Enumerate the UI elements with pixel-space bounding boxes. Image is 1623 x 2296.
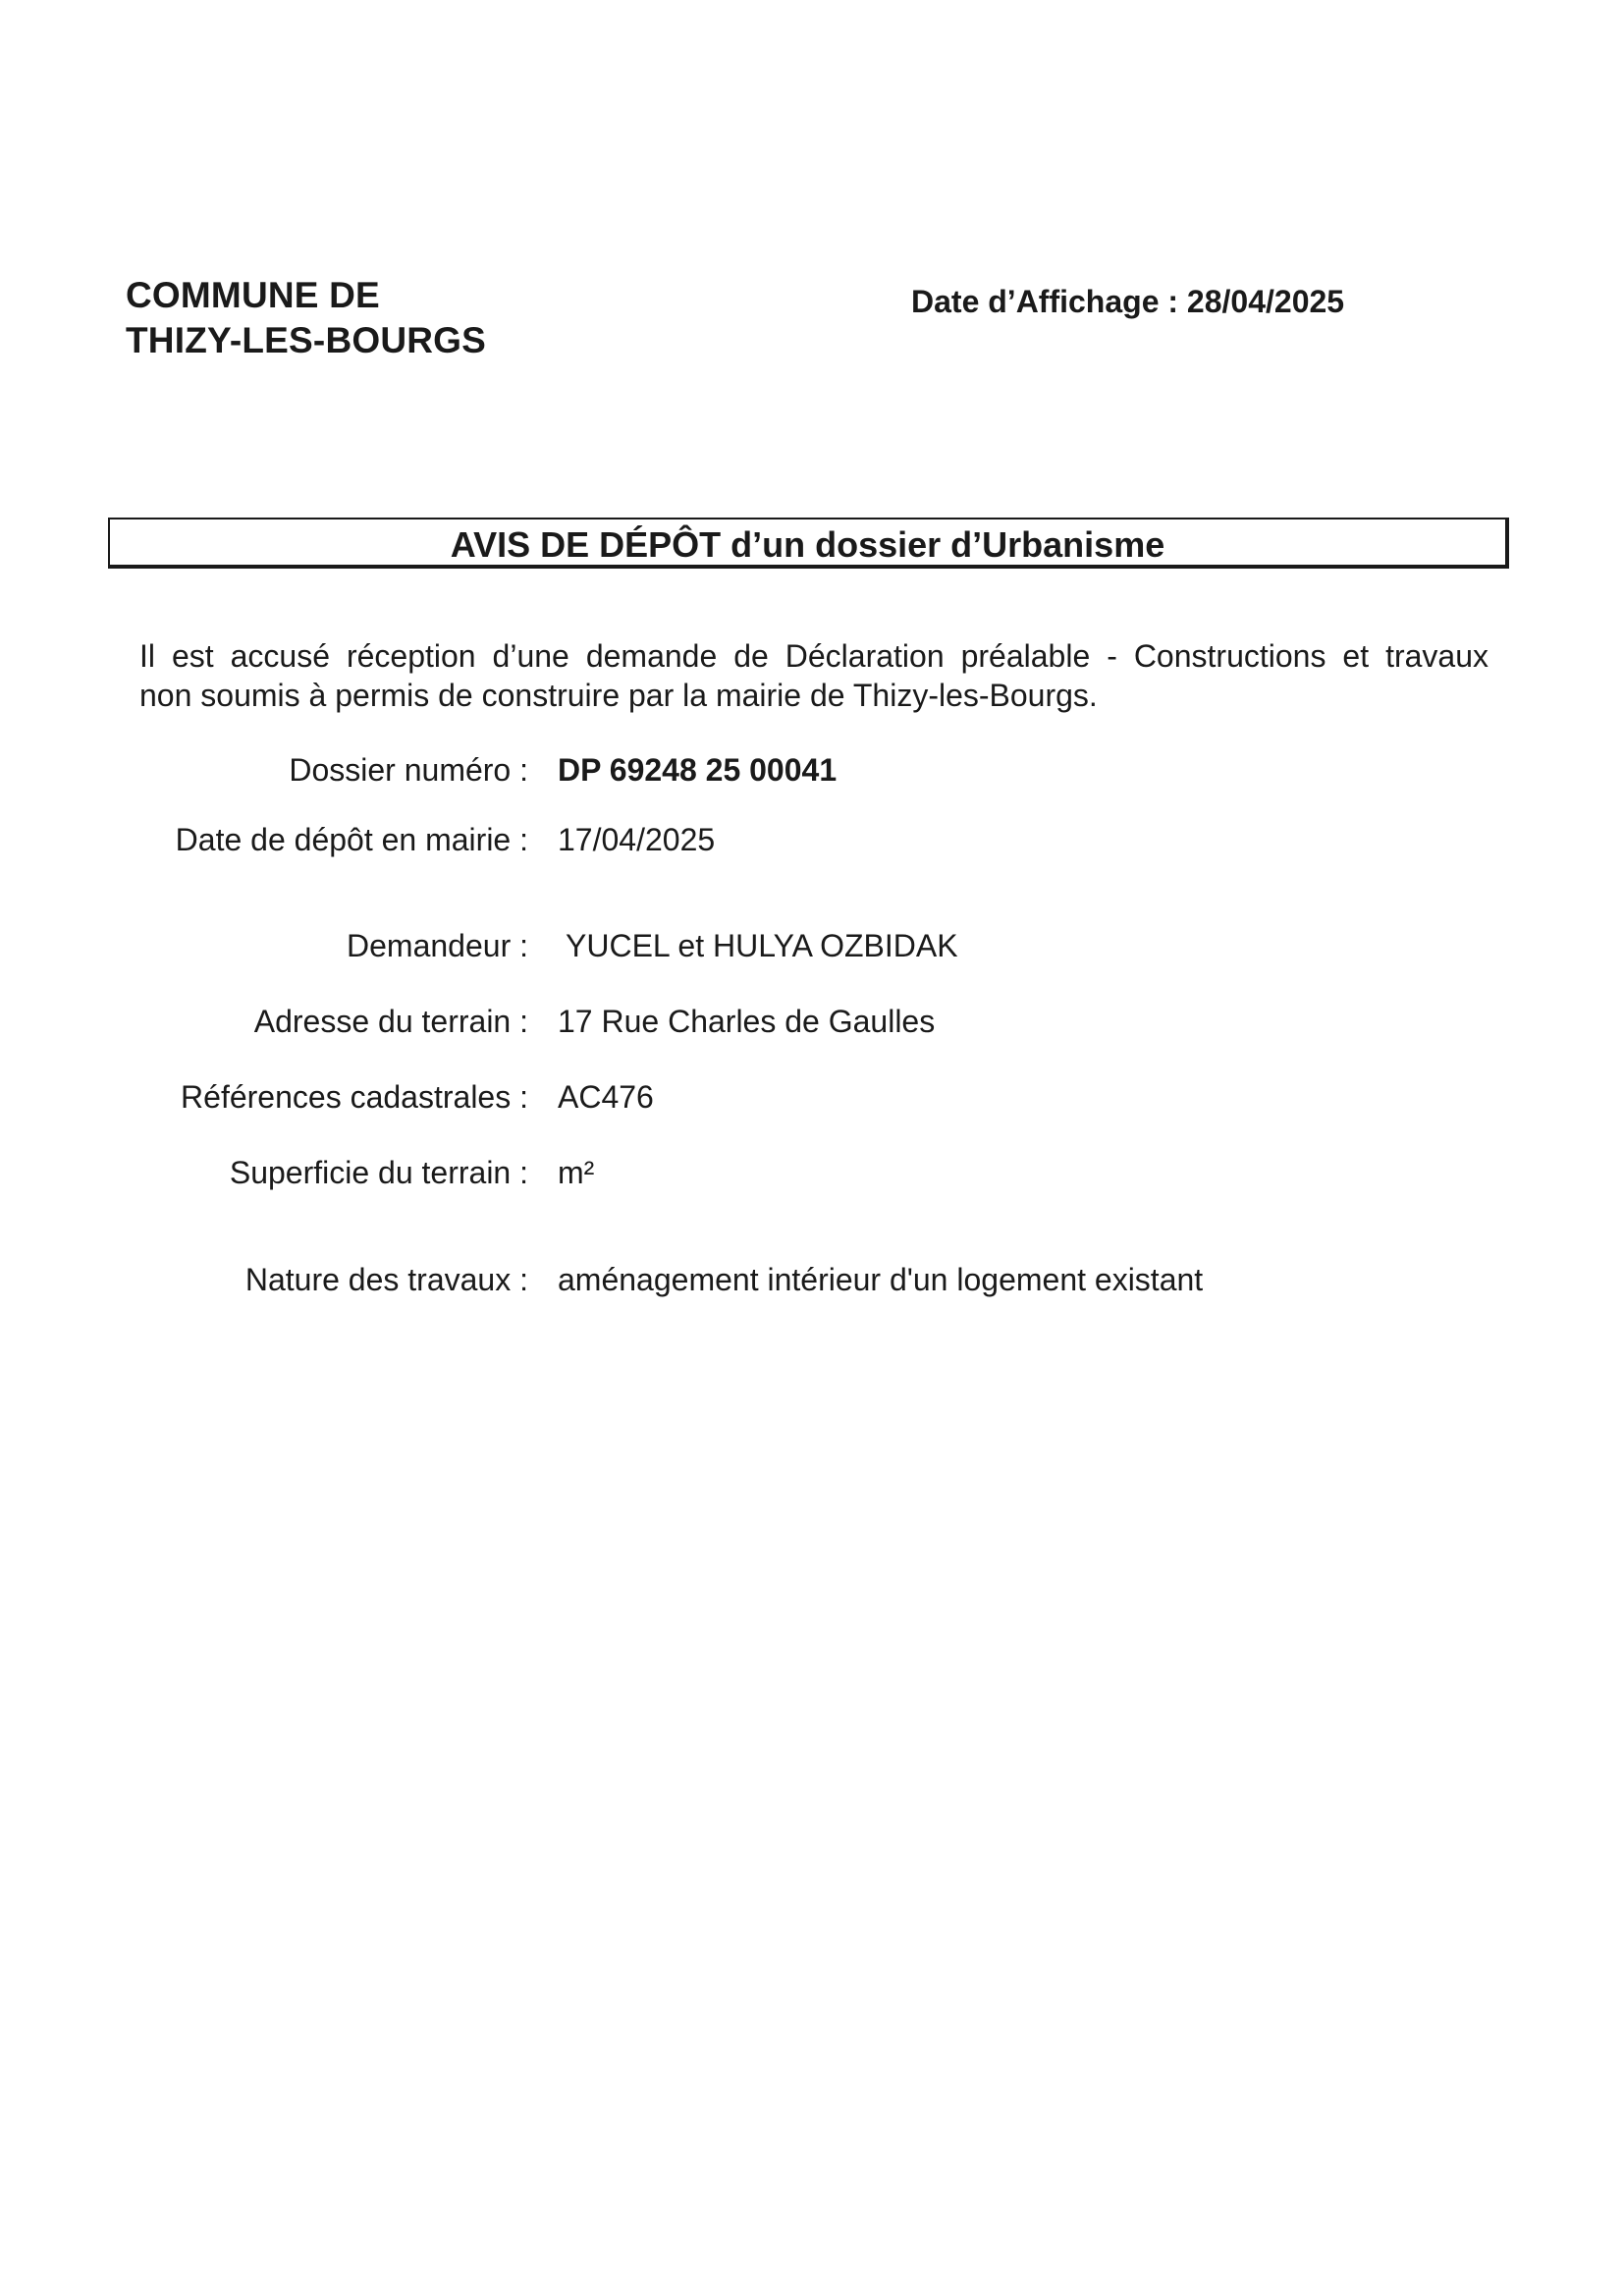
- date-depot-label: Date de dépôt en mairie :: [175, 822, 528, 857]
- date-depot-value: 17/04/2025: [558, 822, 716, 857]
- commune-line-1: COMMUNE DE: [126, 275, 380, 315]
- intro-line-2: non soumis à permis de construire par la mairie de Thizy-les-Bourgs.: [139, 678, 1098, 713]
- nature-label: Nature des travaux :: [244, 1262, 528, 1297]
- adresse-label: Adresse du terrain :: [253, 1004, 528, 1039]
- intro-paragraph: [139, 636, 1488, 715]
- field-row-dossier: [0, 748, 1623, 792]
- field-row-superficie: [0, 1151, 1623, 1194]
- dossier-label: Dossier numéro :: [289, 752, 528, 788]
- field-row-demandeur: [0, 924, 1623, 967]
- references-label: Références cadastrales :: [181, 1079, 528, 1115]
- dossier-value: DP 69248 25 00041: [558, 752, 838, 788]
- title-box: [108, 518, 1509, 569]
- nature-value: aménagement intérieur d'un logement existant: [558, 1262, 1204, 1297]
- commune-heading: [126, 273, 486, 363]
- field-row-date-depot: [0, 818, 1623, 861]
- references-value: AC476: [558, 1079, 654, 1115]
- superficie-label: Superficie du terrain :: [229, 1155, 528, 1190]
- demandeur-label: Demandeur :: [347, 928, 528, 963]
- date-affichage: Date d’Affichage : 28/04/2025: [911, 284, 1345, 319]
- field-row-references: [0, 1075, 1623, 1119]
- intro-line-1: Il est accusé réception d’une demande de Déclaration préalable - Constructions et travaux: [139, 638, 1488, 674]
- adresse-value: 17 Rue Charles de Gaulles: [558, 1004, 936, 1039]
- commune-line-2: THIZY-LES-BOURGS: [126, 320, 487, 360]
- document-title: AVIS DE DÉPÔT d’un dossier d’Urbanisme: [450, 524, 1165, 565]
- field-row-adresse: [0, 1000, 1623, 1043]
- field-row-nature: [0, 1258, 1623, 1301]
- superficie-value: m²: [558, 1155, 595, 1190]
- demandeur-value: YUCEL et HULYA OZBIDAK: [566, 928, 958, 963]
